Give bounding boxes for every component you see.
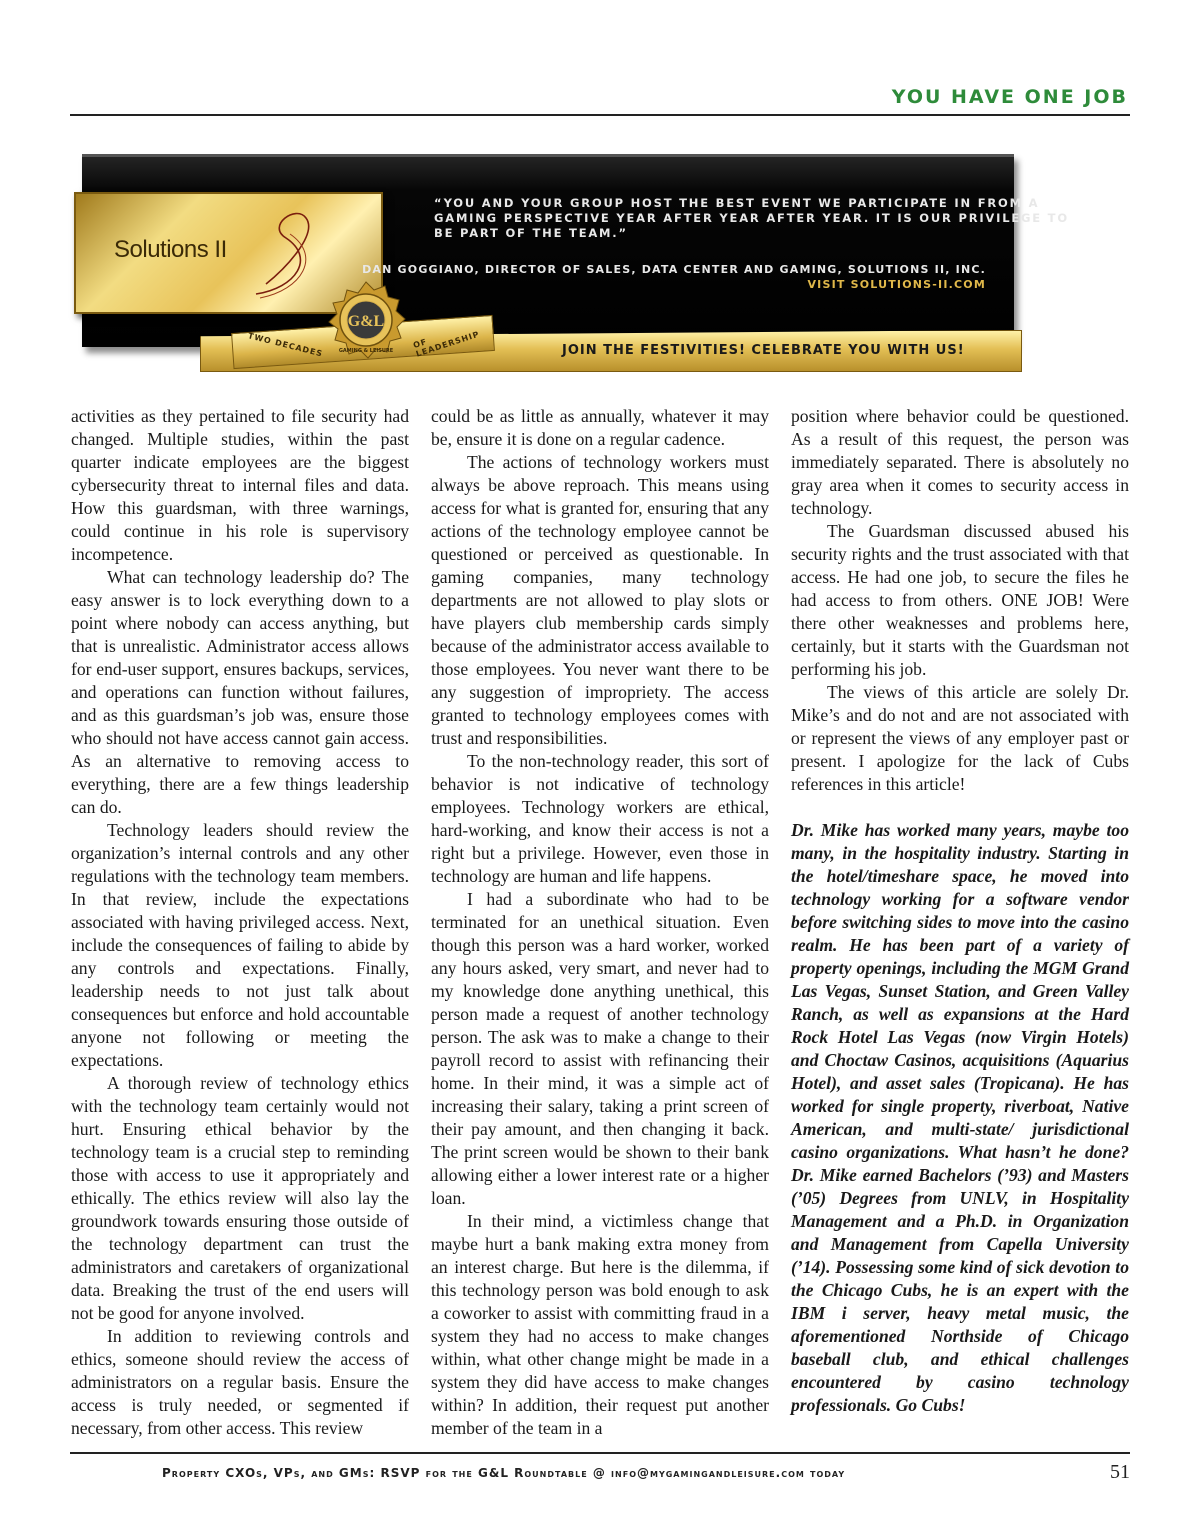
paragraph: What can technology leadership do? The easy answer is to lock everything down to a point where nobody can access anything, but that is unrealistic. Administrator access allows for end-user support, ensures backups, services, and operations can function without failures, and as this guardsman’s job was, ensure those who should not have access cannot gain access. As an alternative to removing access to everything, there are a few things leadership can do. [71,567,409,817]
paragraph: The views of this article are solely Dr. Mike’s and do not and are not associated with or represent the views of any employer past or present. I apologize for the lack of Cubs references in this article! [791,682,1129,794]
sponsor-logo-text: Solutions II [114,236,227,263]
gl-seal-icon [324,280,408,364]
ribbon-cta-text: JOIN THE FESTIVITIES! CELEBRATE YOU WITH US! [562,343,965,358]
ribbon-label-right: OF LEADERSHIP [412,329,481,359]
footer-rsvp-text: Property CXOs, VPs, and GMs: RSVP for the G&L Roundtable @ info@mygamingandleisure.com today [162,1466,846,1480]
sponsor-link[interactable]: VISIT SOLUTIONS-II.COM [807,278,986,291]
paragraph: In their mind, a victimless change that maybe hurt a bank making extra money from an interest charge. But here is the dilemma, if this technology person was bold enough to ask a coworker to assist with committing fraud in a system they had no access to make changes within, what other change might be made in a system they did have access to make changes within? In addition, their request put another member of the team in a [431,1211,769,1438]
article-column-3 [791,405,1129,1417]
paragraph: activities as they pertained to file security had changed. Multiple studies, within the past quarter indicate employees are the biggest cybersecurity threat to internal files and data. How this guardsman, with three warnings, could continue in his role is supervisory incompetence. [71,406,409,564]
seal-text: G&L [347,313,385,330]
page-number: 51 [1110,1461,1130,1483]
seal-subtext: GAMING & LEISURE [338,348,394,354]
section-title: YOU HAVE ONE JOB [891,86,1128,108]
paragraph: Technology leaders should review the organization’s internal controls and any other regulations with the technology team members. In that review, include the expectations associated with having privileged access. Next, include the consequences of failing to abide by any controls and expectations. Finally, leadership needs to not just talk about consequences but enforce and hold accountable anyone not following or meeting the expectations. [71,820,409,1070]
article-column-1 [71,405,409,1440]
paragraph: The Guardsman discussed abused his security rights and the trust associated with that access. He had one job, to secure the files he had access to from others. ONE JOB! Were there other weaknesses and problems here, certainly, but it starts with the Guardsman not performing his job. [791,521,1129,679]
paragraph: To the non-technology reader, this sort of behavior is not indicative of technology employees. Technology workers are ethical, hard-working, and know their access is not a right but a privilege. However, even those in technology are human and life happens. [431,751,769,886]
author-bio: Dr. Mike has worked many years, maybe too many, in the hospitality industry. Starting in the hotel/timeshare space, he moved into technology working for a software vendor before switching sides to move into the casino realm. He has been part of a variety of property openings, including the MGM Grand Las Vegas, Sunset Station, and Green Valley Ranch, as well as expansions at the Hard Rock Hotel Las Vegas (now Virgin Hotels) and Choctaw Casinos, acquisitions (Aquarius Hotel), and asset sales (Tropicana). He has worked for single property, riverboat, Native American, and multi-state/ jurisdictional casino organizations. What hasn’t he done? Dr. Mike earned Bachelors (’93) and Masters (’05) Degrees from UNLV, in Hospitality Management and a Ph.D. in Organization and Management from Capella University (’14). Possessing some kind of sick devotion to the Chicago Cubs, he is an expert with the IBM i server, heavy metal music, the aforementioned Northside of Chicago baseball club, and ethical challenges encountered by casino technology professionals. Go Cubs! [791,820,1129,1415]
logo-swirl-icon [226,198,336,308]
testimonial-attribution [362,262,986,292]
attribution-name: DAN GOGGIANO, DIRECTOR OF SALES, DATA CENTER AND GAMING, SOLUTIONS II, INC. [362,263,986,276]
ribbon-label-left: TWO DECADES [247,331,324,359]
paragraph: In addition to reviewing controls and ethics, someone should review the access of administrators on a regular basis. Ensure the access is truly needed, or segmented if necessary, from other access. This review [71,1326,409,1438]
paragraph: A thorough review of technology ethics with the technology team certainly would not hurt. Ensuring ethical behavior by the technology team is a crucial step to reminding those with access to use it appropriately and ethically. The ethics review will also lay the groundwork towards ensuring those outside of the technology department can trust the administrators and caretakers of organizational data. Breaking the trust of the end users will not be good for anyone involved. [71,1073,409,1323]
testimonial-quote: “YOU AND YOUR GROUP HOST THE BEST EVENT WE PARTICIPATE IN FROM A GAMING PERSPECTIVE YEAR AFTER YEAR AFTER YEAR. IT IS OUR PRIVILEGE TO BE PART OF THE TEAM.” [434,196,1069,240]
sponsor-ad-banner[interactable] [72,154,1069,376]
paragraph: The actions of technology workers must always be above reproach. This means using access for what is granted for, ensuring that any actions of the technology employee cannot be questioned or perceived as questionable. In gaming companies, many technology departments are not allowed to play slots or have players club membership cards simply because of the administrator access available to those employees. You never want there to be any suggestion of impropriety. The access granted to technology employees comes with trust and responsibilities. [431,452,769,748]
paragraph: position where behavior could be questioned. As a result of this request, the person was immediately separated. There is absolutely no gray area when it comes to security access in technology. [791,406,1129,518]
header-divider [70,114,1130,116]
article-column-2 [431,405,769,1440]
paragraph: I had a subordinate who had to be terminated for an unethical situation. Even though this person was a hard worker, worked any hours asked, very smart, and never had to my knowledge done anything unethical, this person made a request of another technology person. The ask was to make a change to their payroll record to assist with refinancing their home. In their mind, it was a simple act of increasing their salary, taking a print screen of their pay amount, and then changing it back. The print screen would be shown to their bank allowing either a lower interest rate or a higher loan. [431,889,769,1208]
footer-divider [70,1452,1130,1454]
paragraph: could be as little as annually, whatever it may be, ensure it is done on a regular cadence. [431,406,769,449]
